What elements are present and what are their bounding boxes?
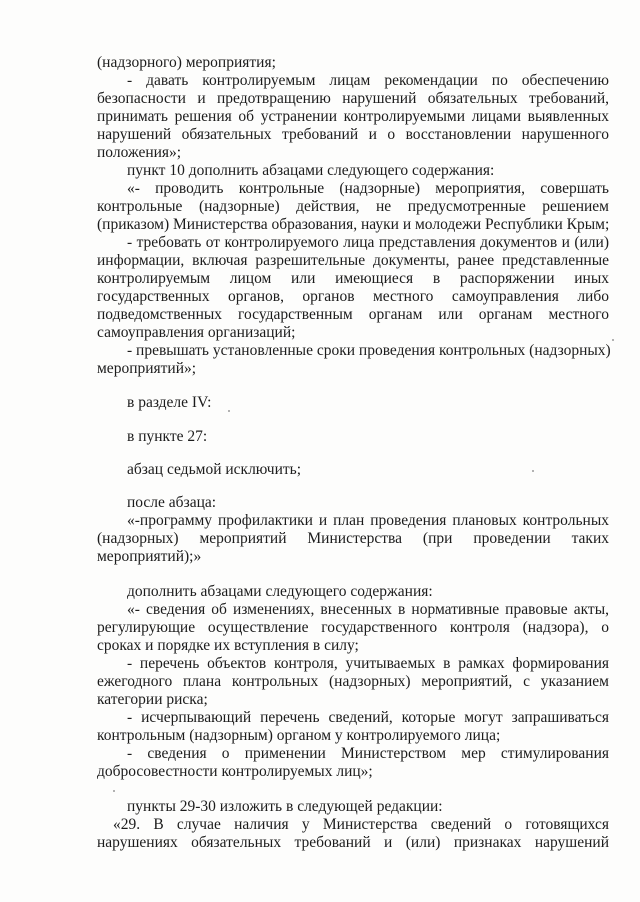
text-line: контрольные (надзорные) действия, не предусмотренные решением [97,198,609,215]
text-line: мероприятий);» [97,548,202,565]
text-line: в пункте 27: [127,428,208,445]
text-line: «-программу профилактики и план проведения плановых контрольных [127,512,609,529]
text-line: (надзорных) мероприятий Министерства (при проведении таких [97,530,609,547]
text-line: сроках и порядке их вступления в силу; [97,637,359,654]
text-line: контрольным (надзорным) органом у контролируемого лица; [97,727,501,744]
text-line: - требовать от контролируемого лица представления документов и (или) [127,234,609,251]
text-line: абзац седьмой исключить; [127,461,302,478]
text-line: дополнить абзацами следующего содержания: [127,583,433,600]
text-line: подведомственных государственным органам или органам местного [97,306,609,323]
scan-speck [612,339,614,341]
text-line: пункты 29-30 изложить в следующей редакции: [127,798,443,815]
text-line: положения»; [97,144,182,161]
text-line: - перечень объектов контроля, учитываемых в рамках формирования [127,655,609,672]
text-line: безопасности и предотвращению нарушений обязательных требований, [97,90,609,107]
text-line: информации, включая разрешительные документы, ранее представленные [97,252,609,269]
text-line: «29. В случае наличия у Министерства сведений о готовящихся [113,816,609,833]
text-line: - сведения о применении Министерством мер стимулирования [127,745,609,762]
text-line: - исчерпывающий перечень сведений, которые могут запрашиваться [127,709,609,726]
text-line: категории риска; [97,691,208,708]
text-line: принимать решения об устранении контролируемыми лицами выявленных [97,108,609,125]
text-line: (надзорного) мероприятия; [97,54,276,71]
text-line: после абзаца: [127,494,217,511]
text-line: (приказом) Министерства образования, науки и молодежи Республики Крым; [97,216,610,233]
text-line: регулирующие осуществление государственного контроля (надзора), о [97,619,609,636]
scan-speck [228,410,230,412]
text-line: добросовестности контролируемых лиц»; [97,763,373,780]
text-line: мероприятий»; [97,360,197,377]
text-line: государственных органов, органов местного самоуправления либо [97,288,609,305]
text-line: «- проводить контрольные (надзорные) мероприятия, совершать [127,180,609,197]
scan-speck [113,790,115,792]
text-line: - превышать установленные сроки проведения контрольных (надзорных) [127,342,611,359]
text-line: самоуправления организаций; [97,324,296,341]
text-line: нарушениях обязательных требований и (или) признаках нарушений [97,834,609,851]
text-line: пункт 10 дополнить абзацами следующего содержания: [127,162,495,179]
text-line: «- сведения об изменениях, внесенных в нормативные правовые акты, [127,601,609,618]
scan-speck [532,470,534,472]
text-line: в разделе IV: [127,394,212,411]
text-line: - давать контролируемым лицам рекомендации по обеспечению [127,72,609,89]
text-line: ежегодного плана контрольных (надзорных) мероприятий, с указанием [97,673,609,690]
text-line: нарушений обязательных требований и о восстановлении нарушенного [97,126,609,143]
text-line: контролируемым лицом или имеющиеся в распоряжении иных [97,270,609,287]
